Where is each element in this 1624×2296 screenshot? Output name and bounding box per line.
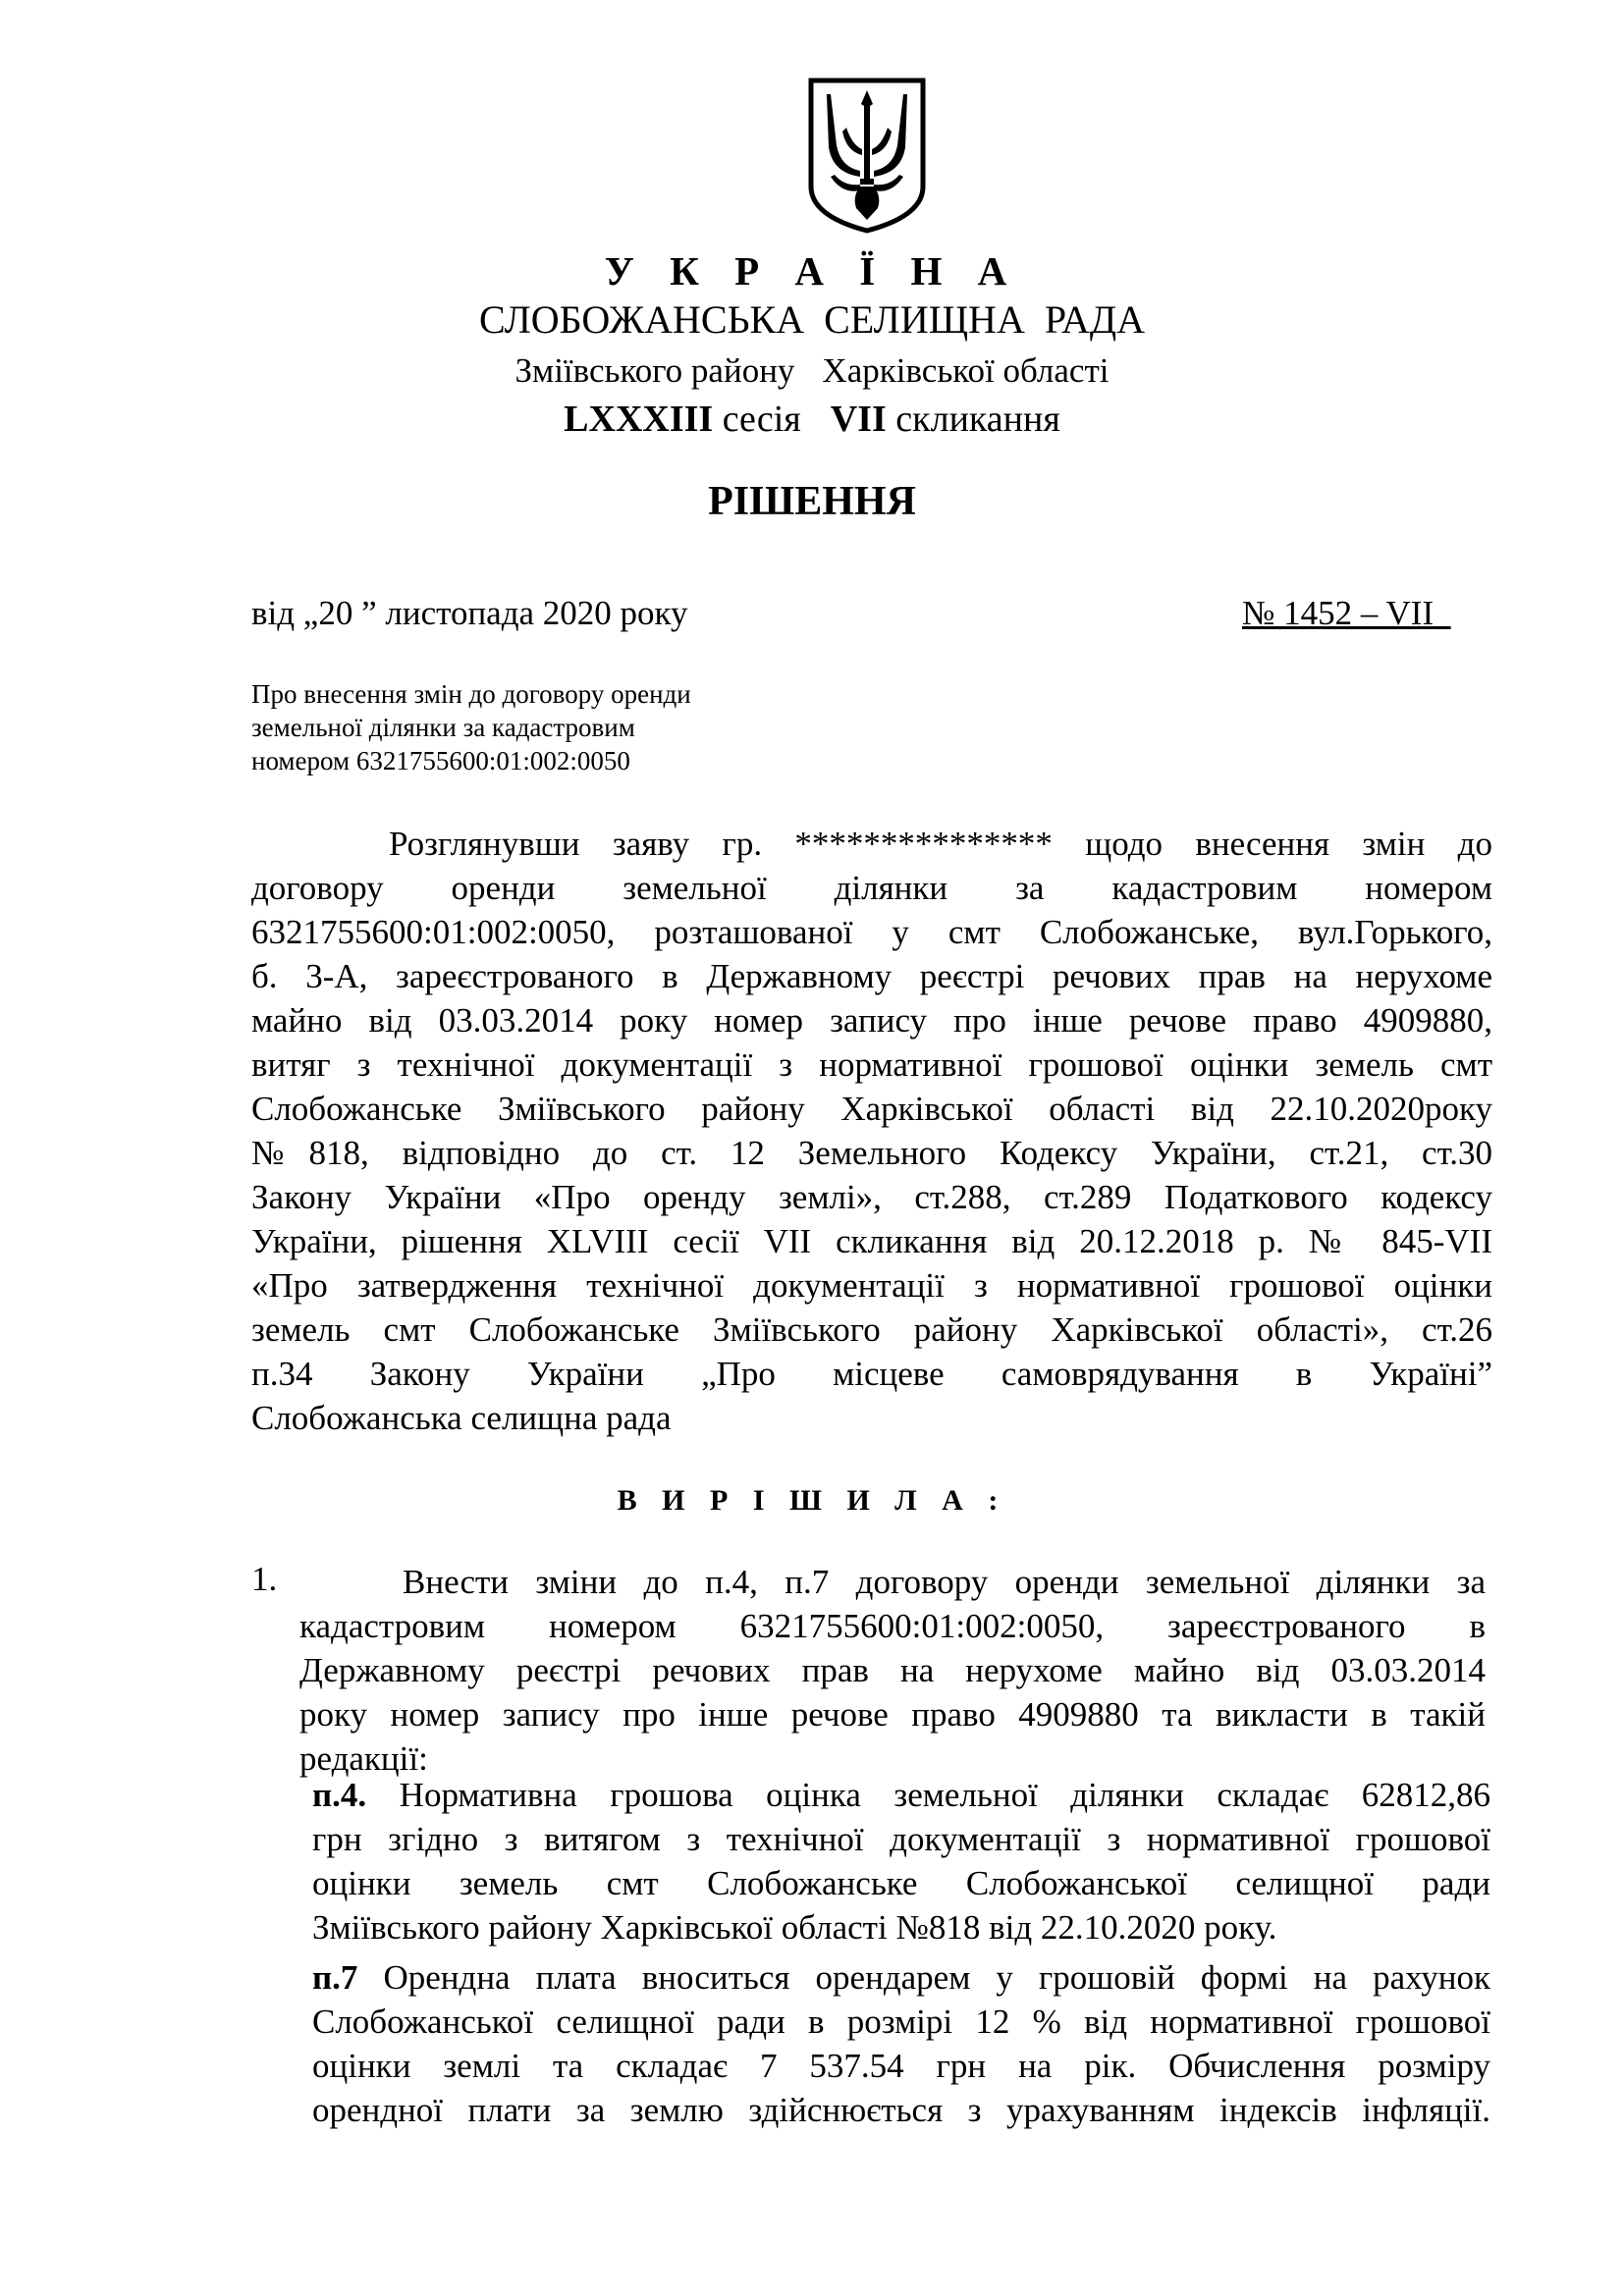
item-line: редакції: <box>299 1739 428 1778</box>
item-line: Державному реєстрі речових прав на нерухоме майно від 03.03.2014 <box>299 1651 1486 1689</box>
preamble-line: України, рішення XLVIII сесії VII скликання від 20.12.2018 р. № 845-VII <box>251 1222 1492 1260</box>
district-name: Зміївського району <box>514 351 795 390</box>
item-number: 1. <box>251 1560 278 1598</box>
convocation-number: VII <box>830 399 887 440</box>
point-7-paragraph <box>312 1955 1490 2132</box>
point-line: Зміївського району Харківської області №818 від 22.10.2020 року. <box>312 1908 1277 1947</box>
preamble-line: майно від 03.03.2014 року номер запису про інше речове право 4909880, <box>251 1001 1492 1040</box>
item-line: кадастровим номером 6321755600:01:002:0050, зареєстрованого в <box>299 1607 1486 1645</box>
preamble-line: б. 3-А, зареєстрованого в Державному реєстрі речових прав на нерухоме <box>251 957 1492 995</box>
subject-line: земельної ділянки за кадастровим <box>251 713 635 742</box>
session-line <box>0 398 1624 441</box>
item-line: Внести зміни до п.4, п.7 договору оренди земельної ділянки за <box>403 1563 1486 1601</box>
subject-line: номером 6321755600:01:002:0050 <box>251 746 630 775</box>
preamble-line: 6321755600:01:002:0050, розташованої у смт Слобожанське, вул.Горького, <box>251 913 1492 951</box>
council-name: СЛОБОЖАНСЬКА СЕЛИЩНА РАДА <box>478 297 1146 342</box>
convocation-word: скликання <box>895 399 1060 440</box>
preamble-line: «Про затвердження технічної документації з нормативної грошової оцінки <box>251 1266 1492 1305</box>
point-line: Нормативна грошова оцінка земельної ділянки складає 62812,86 <box>399 1776 1490 1814</box>
session-word: сесія <box>722 399 801 440</box>
trident-emblem-icon <box>807 77 927 234</box>
preamble-line: договору оренди земельної ділянки за кадастровим номером <box>251 869 1492 907</box>
region-name: Харківської області <box>822 351 1110 390</box>
preamble-line: Слобожанська селищна рада <box>251 1399 672 1437</box>
decision-subject <box>251 677 801 777</box>
point-line: оцінки земель смт Слобожанське Слобожанської селищної ради <box>312 1864 1490 1902</box>
point-line: Орендна плата вноситься орендарем у грошовій формі на рахунок <box>383 1958 1490 1997</box>
preamble-line: п.34 Закону України „Про місцеве самоврядування в Україні” <box>251 1355 1492 1393</box>
point-4-first-line <box>312 1773 1490 1817</box>
point-line: Слобожанської селищної ради в розмірі 12 % від нормативної грошової <box>312 2002 1490 2041</box>
preamble-line: Розглянувши заяву гр. *************** щодо внесення змін до <box>389 825 1492 863</box>
preamble-line: Закону України «Про оренду землі», ст.288, ст.289 Податкового кодексу <box>251 1178 1492 1216</box>
point-7-label: п.7 <box>312 1958 358 1997</box>
country-title: У К Р А Ї Н А <box>604 248 1020 294</box>
preamble-line: витяг з технічної документації з нормативної грошової оцінки земель смт <box>251 1045 1492 1084</box>
preamble-line: Слобожанське Зміївського району Харківської області від 22.10.2020року <box>251 1090 1492 1128</box>
point-7-first-line <box>312 1955 1490 2000</box>
item-line: року номер запису про інше речове право 4909880 та викласти в такій <box>299 1695 1486 1734</box>
preamble-line: земель смт Слобожанське Зміївського району Харківської області», ст.26 <box>251 1310 1492 1349</box>
decision-date: від „20 ” листопада 2020 року <box>251 594 688 632</box>
decision-number: № 1452 – VII <box>1242 594 1451 632</box>
decided-heading: В И Р І Ш И Л А : <box>617 1484 1007 1517</box>
point-4-paragraph <box>312 1773 1490 1949</box>
subject-line: Про внесення змін до договору оренди <box>251 679 691 709</box>
preamble-line: №818, відповідно до ст. 12 Земельного Кодексу України, ст.21, ст.30 <box>251 1134 1492 1172</box>
decision-item-1 <box>299 1560 1486 1781</box>
document-type-title: РІШЕННЯ <box>708 479 916 524</box>
preamble-paragraph <box>251 822 1492 1440</box>
point-line: грн згідно з витягом з технічної документації з нормативної грошової <box>312 1820 1490 1858</box>
point-line: орендної плати за землю здійснюється з урахуванням індексів інфляції. <box>312 2091 1490 2129</box>
point-4-label: п.4. <box>312 1776 367 1814</box>
point-line: оцінки землі та складає 7 537.54 грн на рік. Обчислення розміру <box>312 2047 1490 2085</box>
district-line <box>0 351 1624 391</box>
session-number: LXXXIII <box>564 399 714 440</box>
